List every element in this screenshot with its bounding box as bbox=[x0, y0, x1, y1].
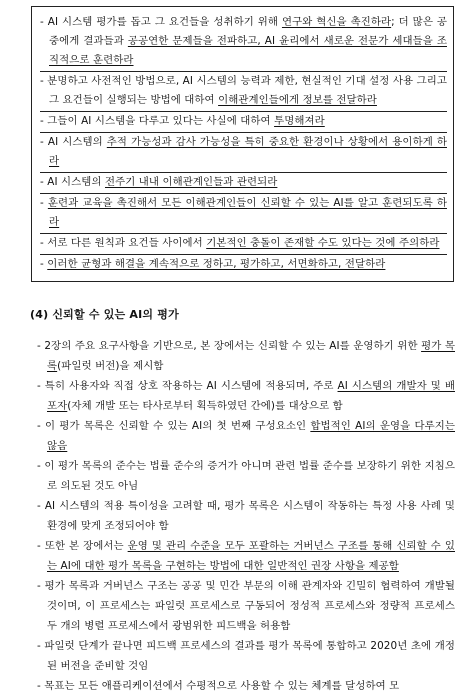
underlined-text: 연구와 혁신을 촉진하라 bbox=[281, 16, 392, 28]
box-list-item bbox=[40, 13, 447, 72]
list-item bbox=[37, 576, 455, 636]
text-segment: (자체 개발 또는 타사로부터 획득하였던 간에)를 대상으로 함 bbox=[67, 400, 343, 412]
text-segment: - 그들이 AI 시스템을 다루고 있다는 사실에 대하여 bbox=[40, 115, 275, 127]
box-list-item bbox=[40, 255, 447, 275]
text-segment: - AI 시스템 평가를 돕고 그 요건들을 성취하기 위해 bbox=[40, 16, 282, 28]
text-segment: ; 더 많은 공중에게 결과들과 bbox=[49, 16, 447, 47]
underlined-text: 이러한 균형과 해결을 계속적으로 정하고, 평가하고, 서면화하고, 전달하라 bbox=[47, 258, 386, 270]
box-list-item bbox=[40, 133, 447, 173]
list-item bbox=[37, 336, 455, 376]
section-heading: (4) 신뢰할 수 있는 AI의 평가 bbox=[30, 308, 179, 321]
underlined-text: 전주기 내내 이해관계인들과 관련되라 bbox=[104, 176, 278, 188]
list-item bbox=[37, 376, 455, 416]
box-list-item bbox=[40, 194, 447, 234]
text-segment: - AI 시스템의 bbox=[40, 176, 105, 188]
principles-box bbox=[31, 6, 454, 282]
text-segment: - bbox=[40, 197, 48, 209]
list-item bbox=[37, 456, 455, 496]
underlined-text: 이해관계인들에게 정보를 전달하라 bbox=[218, 94, 377, 106]
list-item bbox=[37, 536, 455, 576]
box-list-item bbox=[40, 234, 447, 255]
underlined-text: 추적 가능성과 감사 가능성을 특히 중요한 환경이나 상황에서 용이하게 하라 bbox=[49, 136, 447, 167]
list-item bbox=[37, 496, 455, 536]
underlined-text: 훈련과 교육을 촉진해서 모든 이해관계인들이 신뢰할 수 있는 AI를 알고 훈련되도록 하라 bbox=[47, 197, 447, 228]
text-segment: - bbox=[40, 258, 48, 270]
underlined-text: 운영 및 관리 수준을 모두 포괄하는 거버넌스 구조를 통해 신뢰할 수 있는 AI에 대한 평가 목록을 구현하는 방법에 대한 일반적인 권장 사항을 제공함 bbox=[47, 540, 455, 572]
text-segment: - 2장의 주요 요구사항을 기반으로, 본 장에서는 신뢰할 수 있는 AI를 운영하기 위한 bbox=[37, 340, 422, 352]
box-list-item bbox=[40, 112, 447, 133]
text-segment: - 이 평가 목록은 신뢰할 수 있는 AI의 첫 번째 구성요소인 bbox=[37, 420, 311, 432]
text-segment: - 서로 다른 원칙과 요건들 사이에서 bbox=[40, 237, 207, 249]
text-segment: - 특히 사용자와 직접 상호 작용하는 AI 시스템에 적용되며, 주로 bbox=[37, 380, 338, 392]
text-segment: - AI 시스템의 bbox=[40, 136, 107, 148]
underlined-text: AI 시스템의 개발자 및 배포자 bbox=[47, 380, 455, 412]
list-item bbox=[37, 416, 455, 456]
text-segment: - 또한 본 장에서는 bbox=[37, 540, 128, 552]
list-item bbox=[37, 636, 455, 676]
box-list-item bbox=[40, 173, 447, 194]
text-segment: - 분명하고 사전적인 방법으로, AI 시스템의 능력과 제한, 현실적인 기대 설정 사용 그리고 그 요건들이 실행되는 방법에 대하여 bbox=[40, 75, 447, 106]
underlined-text: 투명해져라 bbox=[274, 115, 325, 127]
underlined-text: 합법적인 AI의 운영을 다루지는 않음 bbox=[47, 420, 455, 452]
text-segment: - 이 평가 목록의 준수는 법률 준수의 증거가 아니며 관련 법률 준수를 보장하기 위한 지침으로 의도된 것도 아님 bbox=[37, 460, 455, 492]
list-item bbox=[37, 676, 455, 696]
assessment-list bbox=[37, 336, 455, 696]
underlined-text: 기본적인 충돌이 존재할 수도 있다는 것에 주의하라 bbox=[206, 237, 440, 249]
text-segment: - AI 시스템의 적용 특이성을 고려할 때, 평가 목록은 시스템이 작동하는 특정 사용 사례 및 환경에 맞게 조정되어야 함 bbox=[37, 500, 455, 532]
text-segment: (파일럿 버전)을 제시함 bbox=[57, 360, 164, 372]
text-segment: - 파일럿 단계가 끝나면 피드백 프로세스의 결과를 평가 목록에 통합하고 2020년 초에 개정된 버전을 준비할 것임 bbox=[37, 640, 455, 672]
underlined-text: 공공연한 문제들을 전파하고, AI 윤리에서 새로운 전문가 세대들을 조직적으로 훈련하라 bbox=[49, 35, 447, 66]
text-segment: - 목표는 모든 애플리케이션에서 수평적으로 사용할 수 있는 체계를 달성하여 모 bbox=[37, 680, 400, 692]
text-segment: - 평가 목록과 거버넌스 구조는 공공 및 민간 부문의 이해 관계자와 긴밀히 협력하여 개발될 것이며, 이 프로세스는 파일럿 프로세스로 구동되어 정성적 프로세스와 정량적 프로세스 두 개의 병렬 프로세스에서 광범위한 피드백을 허용함 bbox=[37, 580, 455, 632]
box-list-item bbox=[40, 72, 447, 112]
underlined-text: 평가 목록 bbox=[47, 340, 455, 372]
